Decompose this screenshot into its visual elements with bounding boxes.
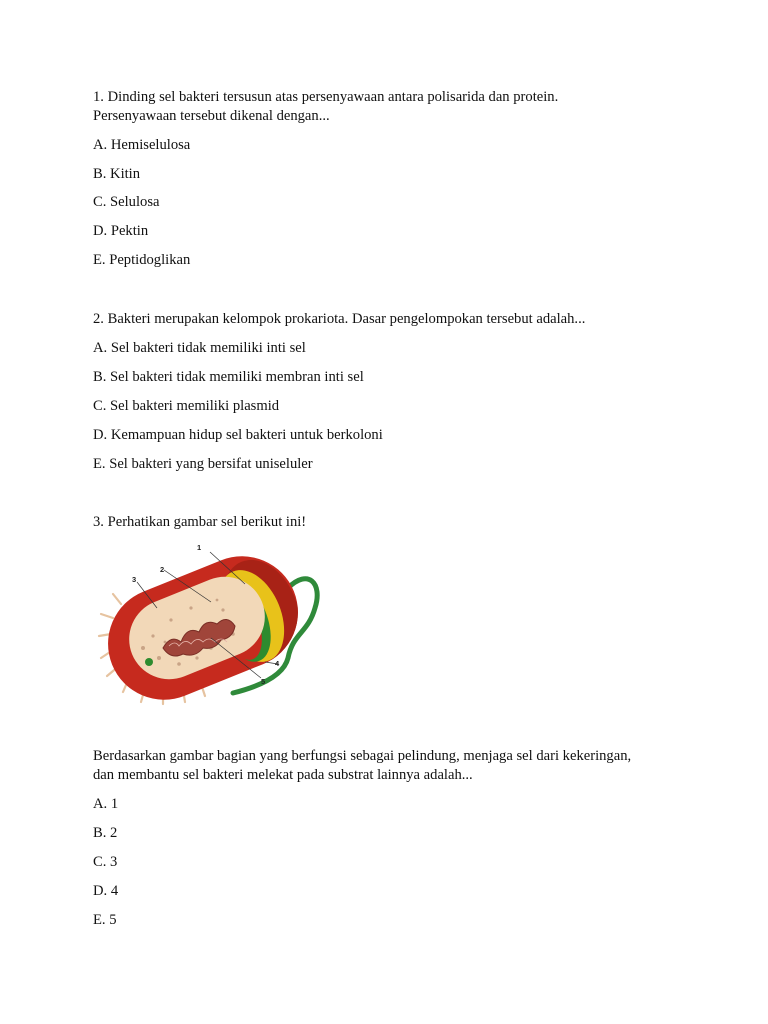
question-3-option-c: C. 3 bbox=[93, 854, 118, 870]
question-1-option-a: A. Hemiselulosa bbox=[93, 137, 191, 153]
figure-label-5: 5 bbox=[261, 677, 266, 686]
figure-label-2: 2 bbox=[160, 565, 165, 574]
question-3-option-b: B. 2 bbox=[93, 825, 118, 841]
question-2-option-d: D. Kemampuan hidup sel bakteri untuk berkoloni bbox=[93, 427, 383, 443]
question-1-stem-line-2: Persenyawaan tersebut dikenal dengan... bbox=[93, 108, 330, 124]
figure-label-1: 1 bbox=[197, 543, 202, 552]
figure-label-4: 4 bbox=[275, 659, 280, 668]
question-1-option-b: B. Kitin bbox=[93, 166, 141, 182]
question-3-prompt-line-1: Berdasarkan gambar bagian yang berfungsi sebagai pelindung, menjaga sel dari kekeringan, bbox=[93, 748, 632, 764]
question-2-option-b: B. Sel bakteri tidak memiliki membran inti sel bbox=[93, 369, 364, 385]
question-2-option-c: C. Sel bakteri memiliki plasmid bbox=[93, 398, 280, 414]
question-3-option-e: E. 5 bbox=[93, 912, 117, 928]
plasmid bbox=[145, 658, 153, 666]
question-1-option-e: E. Peptidoglikan bbox=[93, 252, 191, 268]
question-2-option-e: E. Sel bakteri yang bersifat uniseluler bbox=[93, 456, 313, 472]
question-2-option-a: A. Sel bakteri tidak memiliki inti sel bbox=[93, 340, 306, 356]
question-2-stem: 2. Bakteri merupakan kelompok prokariota. Dasar pengelompokan tersebut adalah... bbox=[93, 311, 586, 327]
question-1-option-d: D. Pektin bbox=[93, 223, 149, 239]
question-3-option-d: D. 4 bbox=[93, 883, 119, 899]
bacteria-cell-figure bbox=[93, 538, 333, 708]
bacteria-cell-diagram bbox=[93, 538, 333, 708]
question-1-option-c: C. Selulosa bbox=[93, 194, 160, 210]
question-3-option-a: A. 1 bbox=[93, 796, 119, 812]
question-3-stem: 3. Perhatikan gambar sel berikut ini! bbox=[93, 514, 307, 530]
figure-label-3: 3 bbox=[132, 575, 137, 584]
question-3-prompt-line-2: dan membantu sel bakteri melekat pada substrat lainnya adalah... bbox=[93, 767, 473, 783]
question-1-stem-line-1: 1. Dinding sel bakteri tersusun atas persenyawaan antara polisarida dan protein. bbox=[93, 89, 559, 105]
